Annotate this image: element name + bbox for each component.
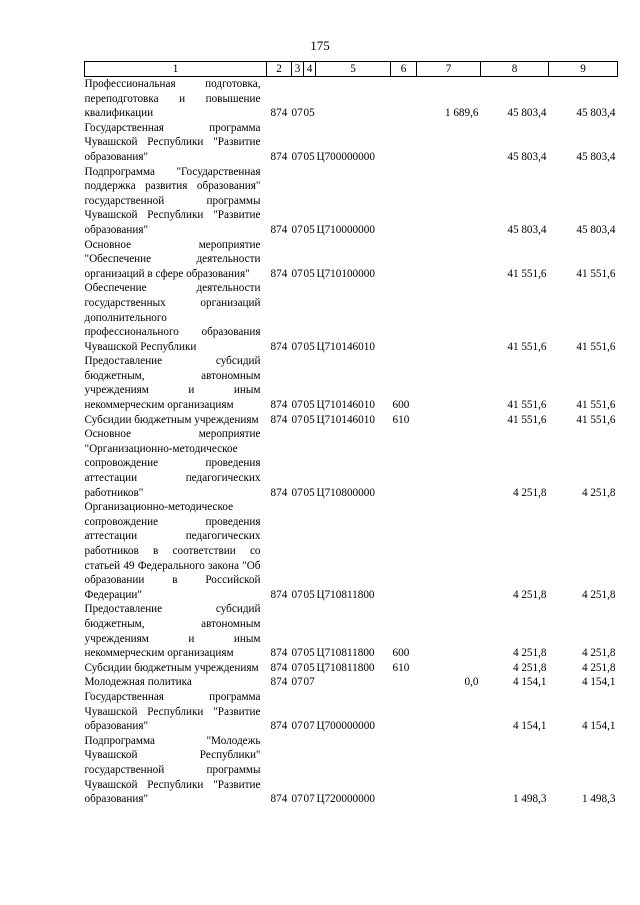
header-cell-7: 7: [417, 62, 481, 77]
row-section-cell: 07: [291, 720, 303, 733]
row-col7-value-cell: [417, 354, 481, 412]
row-target-article-cell: Ц700000000: [316, 720, 375, 733]
row-name-cell: Государственная программа Чувашской Республики "Развитие образования": [84, 121, 261, 163]
row-code-cell: 874: [270, 588, 288, 601]
row-col9-value-cell: 45 803,4: [576, 150, 616, 163]
row-expense-type-cell: [391, 675, 417, 690]
row-subsection-cell: 05: [303, 223, 315, 236]
row-expense-type-cell: [391, 165, 417, 238]
table-row: [85, 77, 618, 121]
table-row: [85, 427, 618, 500]
row-subsection-cell: 05: [303, 267, 315, 280]
row-name-cell: Предоставление субсидий бюджетным, автономным учреждениям и иным некоммерческим организациям: [84, 603, 261, 660]
row-code-cell: 874: [270, 399, 288, 412]
row-subsection-cell: 05: [303, 413, 315, 426]
header-cell-8: 8: [481, 62, 549, 77]
row-code-cell: 874: [270, 793, 288, 806]
row-section-cell: 07: [291, 413, 303, 426]
table-row: [85, 661, 618, 676]
row-col9-value-cell: 4 251,8: [581, 486, 616, 499]
row-col8-value-cell: 41 551,6: [507, 413, 547, 426]
row-target-article-cell: Ц710000000: [316, 223, 375, 236]
header-cell-9: 9: [549, 62, 618, 77]
row-code-cell: 874: [270, 340, 288, 353]
row-col9-value-cell: 41 551,6: [576, 267, 616, 280]
row-name-cell: Подпрограмма "Государственная поддержка развития образования" государственной программы Чувашской Республики "Развитие образования": [84, 165, 261, 236]
row-subsection-cell: 05: [303, 150, 315, 163]
row-col8-value-cell: 4 154,1: [512, 720, 547, 733]
row-subsection-cell: 05: [303, 486, 315, 499]
row-name-cell: Субсидии бюджетным учреждениям: [84, 413, 259, 426]
row-name-cell: Основное мероприятие "Обеспечение деятельности организаций в сфере образования": [84, 238, 261, 280]
row-col7-value-cell: [417, 661, 481, 676]
row-col8-value-cell: 45 803,4: [507, 150, 547, 163]
row-col7-value-cell: 1 689,6: [444, 107, 479, 120]
row-col8-value-cell: 41 551,6: [507, 399, 547, 412]
row-expense-type-cell: 600: [392, 647, 410, 660]
row-subsection-cell: 05: [303, 661, 315, 674]
row-col8-value-cell: 45 803,4: [507, 223, 547, 236]
row-code-cell: 874: [270, 486, 288, 499]
row-section-cell: 07: [291, 267, 303, 280]
row-target-article-cell: Ц710146010: [316, 340, 375, 353]
row-code-cell: 874: [270, 150, 288, 163]
row-section-cell: 07: [291, 340, 303, 353]
row-expense-type-cell: [391, 281, 417, 354]
row-section-cell: 07: [291, 588, 303, 601]
row-subsection-cell: 05: [303, 588, 315, 601]
row-subsection-cell: 07: [303, 676, 315, 689]
table-row: [85, 690, 618, 734]
page-number: 175: [310, 38, 330, 53]
row-col8-value-cell: 4 251,8: [512, 647, 547, 660]
row-target-article-cell: Ц700000000: [316, 150, 375, 163]
row-section-cell: 07: [291, 486, 303, 499]
table-row: [85, 165, 618, 238]
row-code-cell: 874: [270, 223, 288, 236]
row-col7-value-cell: [417, 121, 481, 165]
row-col7-value-cell: [417, 427, 481, 500]
row-target-article-cell: Ц710811800: [316, 647, 375, 660]
row-section-cell: 07: [291, 676, 303, 689]
row-section-cell: 07: [291, 647, 303, 660]
row-col7-value-cell: [417, 602, 481, 660]
table-row: [85, 500, 618, 602]
row-col9-value-cell: 4 251,8: [581, 588, 616, 601]
row-section-cell: 07: [291, 150, 303, 163]
row-col8-value-cell: 4 251,8: [512, 486, 547, 499]
table-row: [85, 675, 618, 690]
table-row: [85, 354, 618, 412]
row-section-cell: 07: [291, 223, 303, 236]
row-col7-value-cell: [417, 238, 481, 282]
table-row: [85, 602, 618, 660]
row-subsection-cell: 05: [303, 399, 315, 412]
row-col8-value-cell: 45 803,4: [507, 107, 547, 120]
header-cell-5: 5: [316, 62, 391, 77]
row-col8-value-cell: 4 251,8: [512, 661, 547, 674]
row-expense-type-cell: [391, 500, 417, 602]
row-col9-value-cell: 4 251,8: [581, 647, 616, 660]
row-subsection-cell: 05: [303, 107, 315, 120]
row-name-cell: Предоставление субсидий бюджетным, автономным учреждениям и иным некоммерческим организациям: [84, 355, 261, 412]
row-col7-value-cell: [417, 281, 481, 354]
header-cell-1: 1: [85, 62, 267, 77]
table-header: [85, 62, 618, 77]
row-code-cell: 874: [270, 107, 288, 120]
row-subsection-cell: 05: [303, 647, 315, 660]
table-row: [85, 734, 618, 807]
row-name-cell: Профессиональная подготовка, переподготовка и повышение квалификации: [84, 78, 261, 120]
header-cell-6: 6: [391, 62, 417, 77]
row-col9-value-cell: 45 803,4: [576, 107, 616, 120]
table-body: [85, 77, 618, 807]
row-col9-value-cell: 41 551,6: [576, 413, 616, 426]
table-row: [85, 238, 618, 282]
header-cell-4: 4: [304, 62, 316, 77]
row-col9-value-cell: 1 498,3: [581, 793, 616, 806]
row-name-cell: Организационно-методическое сопровождение проведения аттестации педагогических работников в соответствии со статьей 49 Федерального закона "Об образовании в Российской Федерации": [84, 501, 261, 601]
row-target-article-cell: Ц710811800: [316, 588, 375, 601]
row-code-cell: 874: [270, 647, 288, 660]
row-expense-type-cell: 610: [392, 661, 410, 674]
row-name-cell: Основное мероприятие "Организационно-методическое сопровождение проведения аттестации педагогических работников": [84, 428, 261, 499]
table-row: [85, 281, 618, 354]
header-row: [85, 62, 618, 77]
row-target-article-cell: Ц710100000: [316, 267, 375, 280]
header-cell-2: 2: [267, 62, 292, 77]
row-col7-value-cell: [417, 500, 481, 602]
row-expense-type-cell: 610: [392, 413, 410, 426]
table-row: [85, 413, 618, 428]
row-name-cell: Молодежная политика: [84, 676, 192, 689]
row-name-cell: Субсидии бюджетным учреждениям: [84, 661, 259, 674]
table-row: [85, 121, 618, 165]
row-target-article-cell: Ц720000000: [316, 793, 375, 806]
row-col9-value-cell: 4 154,1: [581, 720, 616, 733]
row-col7-value-cell: [417, 690, 481, 734]
row-expense-type-cell: [391, 690, 417, 734]
row-code-cell: 874: [270, 720, 288, 733]
row-col9-value-cell: 45 803,4: [576, 223, 616, 236]
header-cell-3: 3: [292, 62, 304, 77]
row-expense-type-cell: 600: [392, 399, 410, 412]
row-col7-value-cell: [417, 734, 481, 807]
row-col9-value-cell: 4 251,8: [581, 661, 616, 674]
row-expense-type-cell: [391, 77, 417, 121]
row-col7-value-cell: [417, 165, 481, 238]
row-expense-type-cell: [391, 121, 417, 165]
row-name-cell: Обеспечение деятельности государственных организаций дополнительного профессионального образования Чувашской Республики: [84, 282, 261, 353]
row-section-cell: 07: [291, 399, 303, 412]
row-col9-value-cell: 4 154,1: [581, 676, 616, 689]
row-section-cell: 07: [291, 661, 303, 674]
row-code-cell: 874: [270, 413, 288, 426]
row-code-cell: 874: [270, 661, 288, 674]
row-target-article-cell: Ц710146010: [316, 413, 375, 426]
row-name-cell: Государственная программа Чувашской Республики "Развитие образования": [84, 690, 261, 733]
row-target-article-cell: [316, 675, 391, 690]
row-col8-value-cell: 4 154,1: [512, 676, 547, 689]
row-expense-type-cell: [391, 427, 417, 500]
row-col7-value-cell: [417, 413, 481, 428]
row-target-article-cell: [316, 77, 391, 121]
row-col9-value-cell: 41 551,6: [576, 340, 616, 353]
row-col8-value-cell: 4 251,8: [512, 588, 547, 601]
row-section-cell: 07: [291, 793, 303, 806]
budget-table: [84, 61, 618, 807]
row-col8-value-cell: 41 551,6: [507, 267, 547, 280]
row-expense-type-cell: [391, 734, 417, 807]
row-target-article-cell: Ц710811800: [316, 661, 375, 674]
row-subsection-cell: 05: [303, 340, 315, 353]
row-section-cell: 07: [291, 107, 303, 120]
row-target-article-cell: Ц710800000: [316, 486, 375, 499]
row-col7-value-cell: 0,0: [464, 676, 479, 689]
row-target-article-cell: Ц710146010: [316, 399, 375, 412]
row-expense-type-cell: [391, 238, 417, 282]
row-code-cell: 874: [270, 267, 288, 280]
row-col8-value-cell: 41 551,6: [507, 340, 547, 353]
row-col9-value-cell: 41 551,6: [576, 399, 616, 412]
row-col8-value-cell: 1 498,3: [512, 793, 547, 806]
row-subsection-cell: 07: [303, 793, 315, 806]
row-code-cell: 874: [270, 676, 288, 689]
row-subsection-cell: 07: [303, 720, 315, 733]
row-name-cell: Подпрограмма "Молодежь Чувашской Республики" государственной программы Чувашской Республики "Развитие образования": [84, 734, 261, 806]
